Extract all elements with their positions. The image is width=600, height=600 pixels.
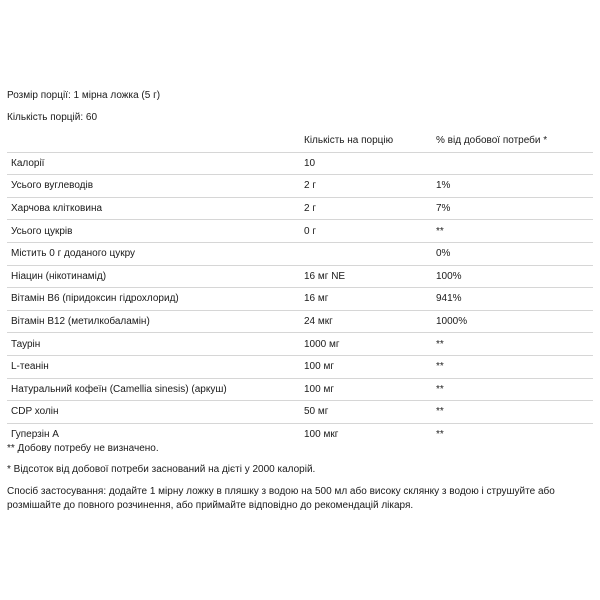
footnote-daily-value-basis: * Відсоток від добової потреби заснований на дієті у 2000 калорій.	[7, 464, 316, 475]
nutrient-amount: 16 мг	[300, 288, 432, 311]
nutrient-dv: 7%	[432, 197, 593, 220]
usage-instructions: Спосіб застосування: додайте 1 мірну ложку в пляшку з водою на 500 мл або високу склянку з водою і струшуйте або розмішайте до повного розчинення, або приймайте відповідно до рекомендацій лікаря.	[7, 486, 555, 511]
nutrient-amount: 0 г	[300, 220, 432, 243]
nutrient-amount: 10	[300, 152, 432, 175]
nutrient-amount: 100 мг	[300, 378, 432, 401]
nutrient-dv: 1%	[432, 175, 593, 198]
table-row	[7, 333, 593, 356]
header-amount: Кількість на порцію	[304, 135, 394, 147]
table-row	[7, 265, 593, 288]
nutrient-dv: **	[432, 355, 593, 378]
nutrient-dv: **	[432, 333, 593, 356]
nutrient-dv: **	[432, 220, 593, 243]
nutrient-dv: 0%	[432, 242, 593, 265]
nutrient-amount: 50 мг	[300, 401, 432, 424]
nutrient-name: Гуперзін А	[7, 423, 300, 445]
nutrient-amount: 16 мг NE	[300, 265, 432, 288]
table-header-row	[7, 130, 593, 152]
nutrient-name: L-теанін	[7, 355, 300, 378]
footnote-no-daily-value: ** Добову потребу не визначено.	[7, 443, 159, 454]
table-row	[7, 401, 593, 424]
nutrient-name: Містить 0 г доданого цукру	[7, 242, 300, 265]
nutrient-name: Ніацин (нікотинамід)	[7, 265, 300, 288]
nutrient-dv	[432, 152, 593, 175]
serving-count: Кількість порцій: 60	[7, 112, 98, 123]
table-row	[7, 355, 593, 378]
nutrient-dv: 941%	[432, 288, 593, 311]
nutrient-amount	[300, 242, 432, 265]
nutrient-name: Вітамін B12 (метилкобаламін)	[7, 310, 300, 333]
nutrient-dv: 100%	[432, 265, 593, 288]
nutrient-name: Калорії	[7, 152, 300, 175]
table-row	[7, 175, 593, 198]
table-row	[7, 220, 593, 243]
table-row	[7, 310, 593, 333]
table-row	[7, 242, 593, 265]
nutrient-amount: 2 г	[300, 197, 432, 220]
nutrient-amount: 100 мг	[300, 355, 432, 378]
nutrition-table	[7, 130, 593, 445]
header-nutrient	[7, 130, 300, 152]
nutrient-name: Вітамін B6 (піридоксин гідрохлорид)	[7, 288, 300, 311]
nutrient-dv: **	[432, 378, 593, 401]
nutrient-name: Таурін	[7, 333, 300, 356]
nutrient-amount: 100 мкг	[300, 423, 432, 445]
nutrient-amount: 1000 мг	[300, 333, 432, 356]
table-row	[7, 378, 593, 401]
nutrient-name: Усього цукрів	[7, 220, 300, 243]
table-row	[7, 152, 593, 175]
header-daily-value: % від добової потреби *	[436, 135, 548, 147]
table-row	[7, 288, 593, 311]
nutrient-name: Натуральний кофеїн (Camellia sinesis) (аркуш)	[7, 378, 300, 401]
nutrient-name: Харчова клітковина	[7, 197, 300, 220]
nutrient-amount: 2 г	[300, 175, 432, 198]
nutrient-dv: **	[432, 401, 593, 424]
nutrient-name: CDP холін	[7, 401, 300, 424]
nutrient-name: Усього вуглеводів	[7, 175, 300, 198]
nutrient-amount: 24 мкг	[300, 310, 432, 333]
serving-size: Розмір порції: 1 мірна ложка (5 г)	[7, 90, 161, 101]
table-row	[7, 197, 593, 220]
nutrient-dv: 1000%	[432, 310, 593, 333]
nutrient-dv: **	[432, 423, 593, 445]
